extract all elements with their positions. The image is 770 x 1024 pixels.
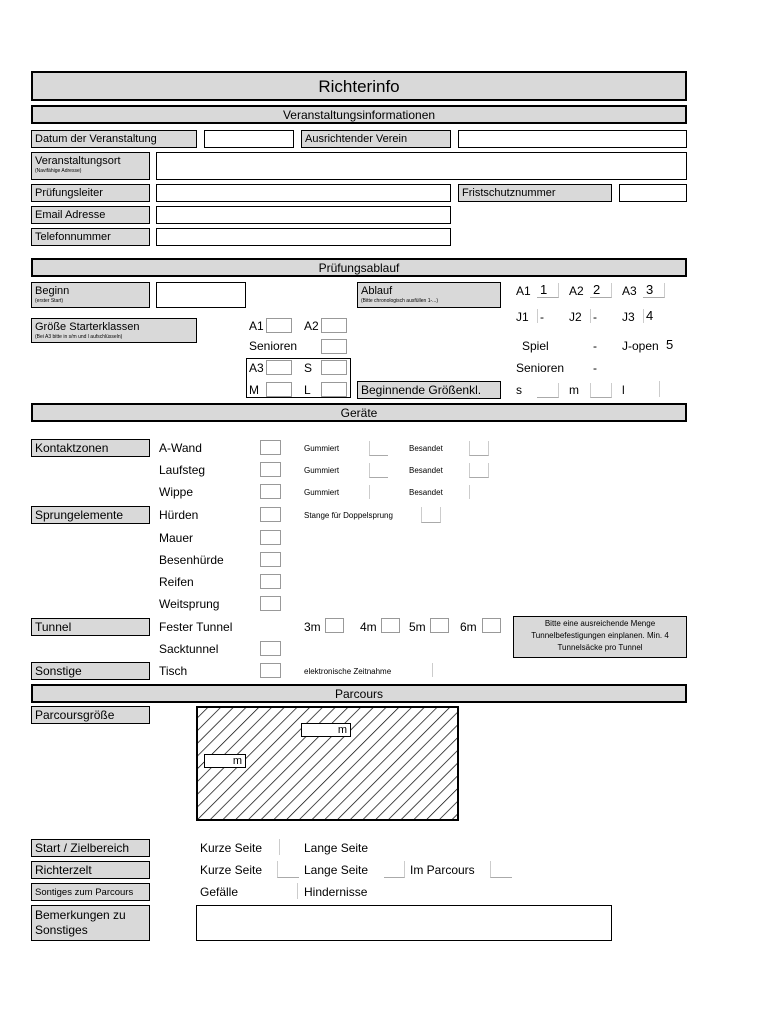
class-m-label: M: [249, 383, 259, 397]
judge-lead-label: Prüfungsleiter: [31, 184, 150, 202]
contact-zones-label: Kontaktzonen: [31, 439, 150, 457]
order-a1-value[interactable]: 1: [540, 282, 548, 297]
section-header-equipment: Geräte: [31, 403, 687, 422]
huerden-count[interactable]: [260, 507, 281, 522]
start-finish-label: Start / Zielbereich: [31, 839, 150, 857]
order-jopen-label: J-open: [622, 339, 659, 353]
class-m-count[interactable]: [266, 382, 292, 397]
start-time-field[interactable]: [156, 282, 246, 308]
email-field[interactable]: [156, 206, 451, 224]
a-wand-checkbox[interactable]: [260, 440, 281, 455]
besenhuerde-label: Besenhürde: [159, 553, 224, 567]
beginning-size-label: Beginnende Größenkl.: [357, 381, 501, 399]
beginning-size-m: m: [569, 383, 579, 397]
tent-im-parcours-box[interactable]: [490, 861, 512, 878]
mauer-checkbox[interactable]: [260, 530, 281, 545]
reifen-checkbox[interactable]: [260, 574, 281, 589]
order-a1-label: A1: [516, 284, 531, 298]
order-spiel-value[interactable]: -: [593, 339, 597, 353]
sacktunnel-label: Sacktunnel: [159, 642, 219, 656]
order-a2-value[interactable]: 2: [593, 282, 601, 297]
tunnel-6m-label: 6m: [460, 620, 477, 634]
date-field[interactable]: [204, 130, 294, 148]
order-j1-box: [537, 309, 538, 323]
beginning-size-l: l: [622, 383, 625, 397]
order-j3-box: [643, 309, 644, 323]
tunnel-5m-label: 5m: [409, 620, 426, 634]
course-width-field[interactable]: m: [204, 754, 246, 768]
besenhuerde-checkbox[interactable]: [260, 552, 281, 567]
beginning-size-m-box[interactable]: [590, 383, 612, 398]
class-l-count[interactable]: [321, 382, 347, 397]
wippe-label: Wippe: [159, 485, 194, 499]
mauer-label: Mauer: [159, 531, 194, 545]
order-a1-line: [537, 283, 559, 298]
wippe-gummiert-label: Gummiert: [304, 488, 340, 497]
huerden-label: Hürden: [159, 508, 199, 522]
email-label: Email Adresse: [31, 206, 150, 224]
section-header-procedure: Prüfungsablauf: [31, 258, 687, 277]
laufsteg-checkbox[interactable]: [260, 462, 281, 477]
gefaelle-label: Gefälle: [200, 885, 239, 899]
jumps-label: Sprungelemente: [31, 506, 150, 524]
a-wand-label: A-Wand: [159, 441, 202, 455]
order-label: [357, 282, 501, 308]
fester-tunnel-label: Fester Tunnel: [159, 620, 233, 634]
start-kurze-seite: Kurze Seite: [200, 841, 263, 855]
order-senioren-value[interactable]: -: [593, 361, 597, 375]
class-l-label: L: [304, 383, 311, 397]
zeitnahme-box[interactable]: [432, 663, 433, 677]
class-a1-label: A1: [249, 319, 264, 333]
a-wand-gummiert-label: Gummiert: [304, 444, 340, 453]
phone-label: Telefonnummer: [31, 228, 150, 246]
tisch-label: Tisch: [159, 664, 188, 678]
order-a3-line: [643, 283, 665, 298]
class-a1-count[interactable]: [266, 318, 292, 333]
start-hint: (erster Start): [35, 297, 64, 304]
size-label: [31, 318, 197, 343]
order-spiel-label: Spiel: [522, 339, 549, 353]
order-j1-label: J1: [516, 310, 529, 324]
date-label: Datum der Veranstaltung: [31, 130, 197, 148]
order-a3-label: A3: [622, 284, 637, 298]
start-kurze-seite-box[interactable]: [279, 839, 280, 855]
tunnel-note: Bitte eine ausreichende Menge Tunnelbefestigungen einplanen. Min. 4 Tunnelsäcke pro Tunnel: [513, 616, 687, 658]
class-senioren-label: Senioren: [249, 339, 298, 353]
order-j1-value[interactable]: -: [540, 310, 544, 324]
tunnel-4m-count[interactable]: [381, 618, 400, 633]
order-a2-line: [590, 283, 612, 298]
laufsteg-label: Laufsteg: [159, 463, 206, 477]
other-course-label: Sontiges zum Parcours: [31, 883, 150, 901]
order-a3-value[interactable]: 3: [646, 282, 654, 297]
section-header-event: Veranstaltungsinformationen: [31, 105, 687, 124]
tunnel-3m-count[interactable]: [325, 618, 344, 633]
phone-field[interactable]: [156, 228, 451, 246]
club-field[interactable]: [458, 130, 687, 148]
tunnel-4m-label: 4m: [360, 620, 377, 634]
class-a3-count[interactable]: [266, 360, 292, 375]
wippe-checkbox[interactable]: [260, 484, 281, 499]
size-label-text: Größe Starterklassen: [35, 321, 140, 333]
order-j2-label: J2: [569, 310, 582, 324]
venue-label: [31, 152, 150, 180]
reifen-label: Reifen: [159, 575, 194, 589]
venue-label-text: Veranstaltungsort: [35, 155, 121, 167]
remarks-label: Bemerkungen zu Sonstiges: [31, 905, 150, 941]
course-size-label: Parcoursgröße: [31, 706, 150, 724]
order-jopen-value[interactable]: 5: [666, 337, 674, 352]
other-equipment-label: Sonstige: [31, 662, 150, 680]
tunnel-5m-count[interactable]: [430, 618, 449, 633]
weitsprung-checkbox[interactable]: [260, 596, 281, 611]
tent-lange-seite-box[interactable]: [384, 861, 405, 878]
class-a2-label: A2: [304, 319, 319, 333]
venue-hint: (Navifähige Adresse): [35, 167, 82, 174]
sacktunnel-count[interactable]: [260, 641, 281, 656]
laufsteg-besandet-box[interactable]: [469, 463, 489, 478]
class-s-label: S: [304, 361, 313, 375]
beginning-size-s-box[interactable]: [537, 383, 559, 398]
order-senioren-label: Senioren: [516, 361, 565, 375]
tunnel-label: Tunnel: [31, 618, 150, 636]
start-label-text: Beginn: [35, 285, 70, 297]
venue-field[interactable]: [156, 152, 687, 180]
class-a2-count[interactable]: [321, 318, 347, 333]
beginning-size-l-box[interactable]: [659, 381, 660, 397]
stange-label: Stange für Doppelsprung: [304, 511, 393, 520]
order-hint: (Bitte chronologisch ausfüllen 1-...): [361, 297, 438, 304]
protection-field[interactable]: [619, 184, 687, 202]
wippe-besandet-box[interactable]: [469, 485, 470, 499]
beginning-size-s: s: [516, 383, 522, 397]
order-j2-value[interactable]: -: [593, 310, 597, 324]
weitsprung-label: Weitsprung: [159, 597, 220, 611]
tent-kurze-seite: Kurze Seite: [200, 863, 263, 877]
gefaelle-box[interactable]: [297, 883, 298, 899]
judge-lead-field[interactable]: [156, 184, 451, 202]
hindernisse-label: Hindernisse: [304, 885, 368, 899]
a-wand-besandet-label: Besandet: [409, 444, 443, 453]
laufsteg-gummiert-box[interactable]: [369, 463, 388, 478]
a-wand-besandet-box[interactable]: [469, 441, 489, 456]
page-title: Richterinfo: [31, 71, 687, 101]
judge-tent-label: Richterzelt: [31, 861, 150, 879]
order-j3-value[interactable]: 4: [646, 308, 654, 323]
laufsteg-besandet-label: Besandet: [409, 466, 443, 475]
tisch-checkbox[interactable]: [260, 663, 281, 678]
class-s-count[interactable]: [321, 360, 347, 375]
wippe-besandet-label: Besandet: [409, 488, 443, 497]
tent-im-parcours: Im Parcours: [410, 863, 475, 877]
protection-label: Fristschutznummer: [458, 184, 612, 202]
wippe-gummiert-box[interactable]: [369, 485, 370, 499]
start-label: [31, 282, 150, 308]
class-a3-label: A3: [249, 361, 264, 375]
size-hint: (Bei A3 bitte in s/m und l aufschlüsseln): [35, 333, 123, 340]
order-j2-box: [590, 309, 591, 323]
order-label-text: Ablauf: [361, 285, 393, 297]
section-header-course: Parcours: [31, 684, 687, 703]
remarks-field[interactable]: [196, 905, 612, 941]
tent-kurze-seite-box[interactable]: [277, 861, 299, 878]
start-lange-seite: Lange Seite: [304, 841, 369, 855]
tent-lange-seite: Lange Seite: [304, 863, 369, 877]
club-label: Ausrichtender Verein: [301, 130, 451, 148]
course-length-field[interactable]: m: [301, 723, 351, 737]
order-j3-label: J3: [622, 310, 635, 324]
tunnel-6m-count[interactable]: [482, 618, 501, 633]
class-senioren-count[interactable]: [321, 339, 347, 354]
tunnel-3m-label: 3m: [304, 620, 321, 634]
a-wand-gummiert-box[interactable]: [369, 441, 388, 456]
laufsteg-gummiert-label: Gummiert: [304, 466, 340, 475]
order-a2-label: A2: [569, 284, 584, 298]
stange-box[interactable]: [421, 507, 441, 523]
zeitnahme-label: elektronische Zeitnahme: [304, 667, 392, 676]
